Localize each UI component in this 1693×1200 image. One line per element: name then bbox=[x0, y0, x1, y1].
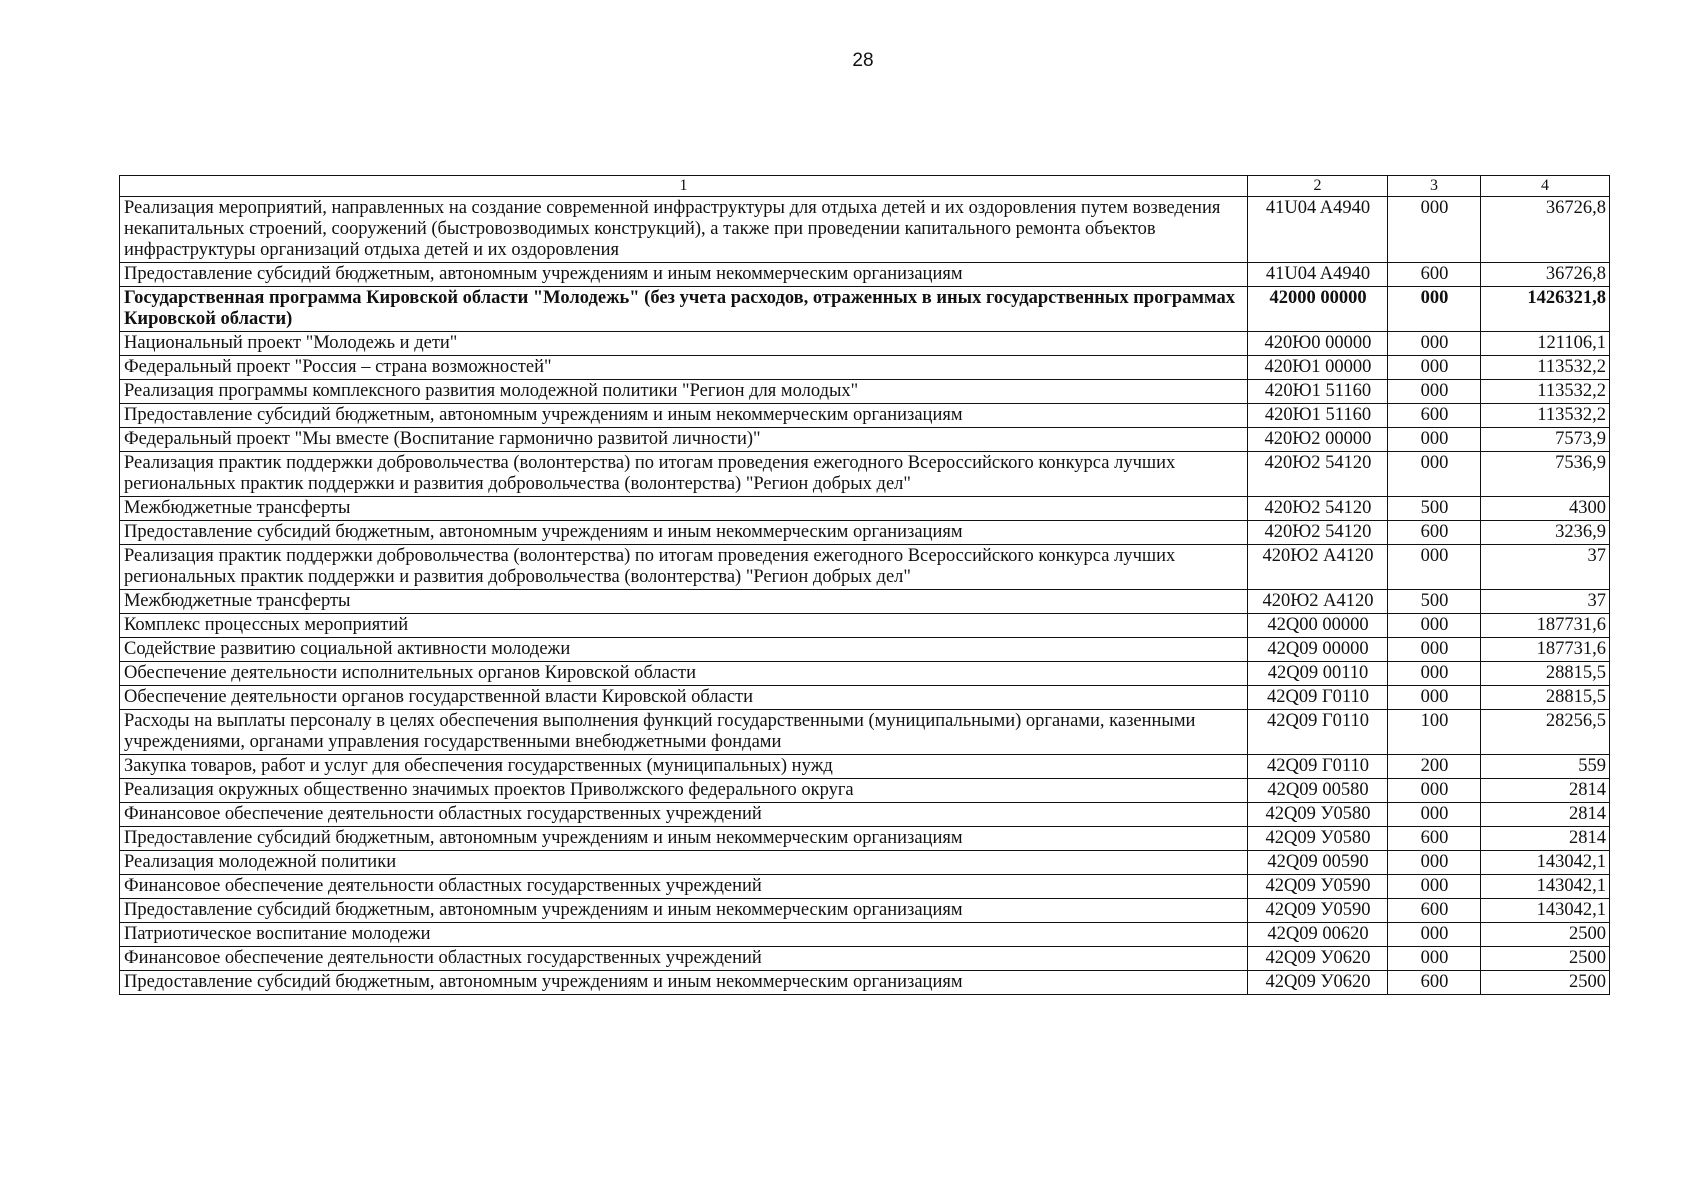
row-code-cell: 41U04 A4940 bbox=[1248, 197, 1388, 263]
table-row bbox=[120, 545, 1610, 590]
row-amount-cell: 2814 bbox=[1481, 827, 1610, 851]
row-code-cell: 42Q09 У0620 bbox=[1248, 947, 1388, 971]
row-name-cell: Государственная программа Кировской области "Молодежь" (без учета расходов, отраженных в иных государственных программах Кировской области) bbox=[120, 287, 1248, 332]
row-code-cell: 420Ю1 00000 bbox=[1248, 356, 1388, 380]
row-name-cell: Федеральный проект "Россия – страна возможностей" bbox=[120, 356, 1248, 380]
row-type-cell: 000 bbox=[1388, 356, 1481, 380]
header-col-1: 1 bbox=[120, 176, 1248, 197]
table-row bbox=[120, 971, 1610, 995]
row-code-cell: 42Q09 00110 bbox=[1248, 662, 1388, 686]
row-code-cell: 42Q09 Г0110 bbox=[1248, 686, 1388, 710]
row-code-cell: 42Q09 У0590 bbox=[1248, 875, 1388, 899]
table-row bbox=[120, 686, 1610, 710]
row-name-cell: Финансовое обеспечение деятельности областных государственных учреждений bbox=[120, 803, 1248, 827]
row-name-cell: Патриотическое воспитание молодежи bbox=[120, 923, 1248, 947]
row-type-cell: 000 bbox=[1388, 380, 1481, 404]
row-amount-cell: 559 bbox=[1481, 755, 1610, 779]
table-row bbox=[120, 452, 1610, 497]
row-amount-cell: 28815,5 bbox=[1481, 662, 1610, 686]
row-name-cell: Реализация практик поддержки добровольчества (волонтерства) по итогам проведения ежегодного Всероссийского конкурса лучших региональных практик поддержки и развития добровольчества (волонтерства) "Регион добрых дел" bbox=[120, 545, 1248, 590]
table-header-row bbox=[120, 176, 1610, 197]
row-type-cell: 000 bbox=[1388, 686, 1481, 710]
row-code-cell: 420Ю2 54120 bbox=[1248, 521, 1388, 545]
row-name-cell: Предоставление субсидий бюджетным, автономным учреждениям и иным некоммерческим организациям bbox=[120, 263, 1248, 287]
row-name-cell: Реализация программы комплексного развития молодежной политики "Регион для молодых" bbox=[120, 380, 1248, 404]
row-code-cell: 420Ю2 54120 bbox=[1248, 497, 1388, 521]
row-type-cell: 000 bbox=[1388, 428, 1481, 452]
table-row bbox=[120, 851, 1610, 875]
row-amount-cell: 37 bbox=[1481, 545, 1610, 590]
row-name-cell: Реализация практик поддержки добровольчества (волонтерства) по итогам проведения ежегодного Всероссийского конкурса лучших региональных практик поддержки и развития добровольчества (волонтерства) "Регион добрых дел" bbox=[120, 452, 1248, 497]
row-type-cell: 000 bbox=[1388, 875, 1481, 899]
table-row bbox=[120, 614, 1610, 638]
row-type-cell: 000 bbox=[1388, 452, 1481, 497]
row-name-cell: Предоставление субсидий бюджетным, автономным учреждениям и иным некоммерческим организациям bbox=[120, 521, 1248, 545]
row-type-cell: 100 bbox=[1388, 710, 1481, 755]
table-row bbox=[120, 899, 1610, 923]
row-type-cell: 200 bbox=[1388, 755, 1481, 779]
row-type-cell: 000 bbox=[1388, 287, 1481, 332]
row-name-cell: Предоставление субсидий бюджетным, автономным учреждениям и иным некоммерческим организациям bbox=[120, 899, 1248, 923]
row-name-cell: Закупка товаров, работ и услуг для обеспечения государственных (муниципальных) нужд bbox=[120, 755, 1248, 779]
row-type-cell: 000 bbox=[1388, 803, 1481, 827]
row-code-cell: 42Q09 У0580 bbox=[1248, 827, 1388, 851]
row-amount-cell: 37 bbox=[1481, 590, 1610, 614]
row-name-cell: Межбюджетные трансферты bbox=[120, 590, 1248, 614]
row-code-cell: 42Q09 У0620 bbox=[1248, 971, 1388, 995]
table-row bbox=[120, 755, 1610, 779]
row-type-cell: 600 bbox=[1388, 521, 1481, 545]
header-col-3: 3 bbox=[1388, 176, 1481, 197]
row-name-cell: Реализация молодежной политики bbox=[120, 851, 1248, 875]
row-type-cell: 000 bbox=[1388, 197, 1481, 263]
table-row bbox=[120, 638, 1610, 662]
budget-table bbox=[119, 175, 1610, 995]
row-code-cell: 42Q09 У0590 bbox=[1248, 899, 1388, 923]
row-type-cell: 500 bbox=[1388, 590, 1481, 614]
row-amount-cell: 3236,9 bbox=[1481, 521, 1610, 545]
row-code-cell: 42Q09 00620 bbox=[1248, 923, 1388, 947]
row-amount-cell: 2500 bbox=[1481, 947, 1610, 971]
row-amount-cell: 28256,5 bbox=[1481, 710, 1610, 755]
page-number: 28 bbox=[852, 50, 874, 71]
row-amount-cell: 2814 bbox=[1481, 803, 1610, 827]
row-type-cell: 600 bbox=[1388, 404, 1481, 428]
row-amount-cell: 7573,9 bbox=[1481, 428, 1610, 452]
table-row bbox=[120, 803, 1610, 827]
row-type-cell: 000 bbox=[1388, 851, 1481, 875]
row-amount-cell: 143042,1 bbox=[1481, 875, 1610, 899]
table-row bbox=[120, 710, 1610, 755]
row-code-cell: 42Q00 00000 bbox=[1248, 614, 1388, 638]
row-code-cell: 42Q09 У0580 bbox=[1248, 803, 1388, 827]
row-type-cell: 000 bbox=[1388, 614, 1481, 638]
row-name-cell: Предоставление субсидий бюджетным, автономным учреждениям и иным некоммерческим организациям bbox=[120, 971, 1248, 995]
row-name-cell: Федеральный проект "Мы вместе (Воспитание гармонично развитой личности)" bbox=[120, 428, 1248, 452]
row-code-cell: 420Ю2 00000 bbox=[1248, 428, 1388, 452]
row-amount-cell: 7536,9 bbox=[1481, 452, 1610, 497]
row-name-cell: Реализация окружных общественно значимых проектов Приволжского федерального округа bbox=[120, 779, 1248, 803]
row-code-cell: 420Ю1 51160 bbox=[1248, 380, 1388, 404]
row-code-cell: 42Q09 Г0110 bbox=[1248, 755, 1388, 779]
table-row bbox=[120, 332, 1610, 356]
row-name-cell: Финансовое обеспечение деятельности областных государственных учреждений bbox=[120, 947, 1248, 971]
table-row bbox=[120, 287, 1610, 332]
row-code-cell: 42Q09 00000 bbox=[1248, 638, 1388, 662]
row-amount-cell: 121106,1 bbox=[1481, 332, 1610, 356]
row-code-cell: 42Q09 00590 bbox=[1248, 851, 1388, 875]
row-code-cell: 420Ю0 00000 bbox=[1248, 332, 1388, 356]
row-amount-cell: 113532,2 bbox=[1481, 380, 1610, 404]
row-name-cell: Финансовое обеспечение деятельности областных государственных учреждений bbox=[120, 875, 1248, 899]
row-code-cell: 420Ю2 А4120 bbox=[1248, 545, 1388, 590]
table-row bbox=[120, 923, 1610, 947]
row-type-cell: 000 bbox=[1388, 947, 1481, 971]
table-row bbox=[120, 263, 1610, 287]
row-amount-cell: 2500 bbox=[1481, 923, 1610, 947]
table-row bbox=[120, 875, 1610, 899]
header-col-2: 2 bbox=[1248, 176, 1388, 197]
row-type-cell: 600 bbox=[1388, 263, 1481, 287]
row-type-cell: 000 bbox=[1388, 545, 1481, 590]
table-row bbox=[120, 662, 1610, 686]
row-name-cell: Обеспечение деятельности органов государственной власти Кировской области bbox=[120, 686, 1248, 710]
row-amount-cell: 143042,1 bbox=[1481, 899, 1610, 923]
row-code-cell: 42000 00000 bbox=[1248, 287, 1388, 332]
table-row bbox=[120, 404, 1610, 428]
row-amount-cell: 187731,6 bbox=[1481, 614, 1610, 638]
table-row bbox=[120, 590, 1610, 614]
row-code-cell: 420Ю1 51160 bbox=[1248, 404, 1388, 428]
row-name-cell: Комплекс процессных мероприятий bbox=[120, 614, 1248, 638]
row-type-cell: 600 bbox=[1388, 827, 1481, 851]
table-row bbox=[120, 521, 1610, 545]
row-code-cell: 42Q09 Г0110 bbox=[1248, 710, 1388, 755]
row-name-cell: Предоставление субсидий бюджетным, автономным учреждениям и иным некоммерческим организациям bbox=[120, 404, 1248, 428]
row-amount-cell: 113532,2 bbox=[1481, 356, 1610, 380]
row-name-cell: Обеспечение деятельности исполнительных органов Кировской области bbox=[120, 662, 1248, 686]
row-type-cell: 000 bbox=[1388, 923, 1481, 947]
row-amount-cell: 4300 bbox=[1481, 497, 1610, 521]
row-name-cell: Расходы на выплаты персоналу в целях обеспечения выполнения функций государственными (муниципальными) органами, казенными учреждениями, органами управления государственными внебюджетными фондами bbox=[120, 710, 1248, 755]
table-body bbox=[120, 197, 1610, 995]
row-type-cell: 600 bbox=[1388, 899, 1481, 923]
table-row bbox=[120, 380, 1610, 404]
row-amount-cell: 2500 bbox=[1481, 971, 1610, 995]
table-row bbox=[120, 497, 1610, 521]
row-amount-cell: 36726,8 bbox=[1481, 263, 1610, 287]
row-type-cell: 000 bbox=[1388, 779, 1481, 803]
row-amount-cell: 143042,1 bbox=[1481, 851, 1610, 875]
row-amount-cell: 187731,6 bbox=[1481, 638, 1610, 662]
header-col-4: 4 bbox=[1481, 176, 1610, 197]
row-code-cell: 42Q09 00580 bbox=[1248, 779, 1388, 803]
row-code-cell: 420Ю2 А4120 bbox=[1248, 590, 1388, 614]
table-row bbox=[120, 827, 1610, 851]
row-amount-cell: 36726,8 bbox=[1481, 197, 1610, 263]
table-row bbox=[120, 197, 1610, 263]
row-code-cell: 420Ю2 54120 bbox=[1248, 452, 1388, 497]
row-amount-cell: 2814 bbox=[1481, 779, 1610, 803]
row-type-cell: 500 bbox=[1388, 497, 1481, 521]
row-type-cell: 000 bbox=[1388, 332, 1481, 356]
row-name-cell: Содействие развитию социальной активности молодежи bbox=[120, 638, 1248, 662]
table-row bbox=[120, 947, 1610, 971]
row-name-cell: Межбюджетные трансферты bbox=[120, 497, 1248, 521]
row-type-cell: 600 bbox=[1388, 971, 1481, 995]
row-code-cell: 41U04 A4940 bbox=[1248, 263, 1388, 287]
row-amount-cell: 113532,2 bbox=[1481, 404, 1610, 428]
table-row bbox=[120, 779, 1610, 803]
table-row bbox=[120, 356, 1610, 380]
row-type-cell: 000 bbox=[1388, 638, 1481, 662]
row-name-cell: Предоставление субсидий бюджетным, автономным учреждениям и иным некоммерческим организациям bbox=[120, 827, 1248, 851]
row-amount-cell: 28815,5 bbox=[1481, 686, 1610, 710]
row-type-cell: 000 bbox=[1388, 662, 1481, 686]
row-amount-cell: 1426321,8 bbox=[1481, 287, 1610, 332]
row-name-cell: Национальный проект "Молодежь и дети" bbox=[120, 332, 1248, 356]
row-name-cell: Реализация мероприятий, направленных на создание современной инфраструктуры для отдыха детей и их оздоровления путем возведения некапитальных строений, сооружений (быстровозводимых конструкций), а также при проведении капитального ремонта объектов инфраструктуры организаций отдыха детей и их оздоровления bbox=[120, 197, 1248, 263]
table-row bbox=[120, 428, 1610, 452]
